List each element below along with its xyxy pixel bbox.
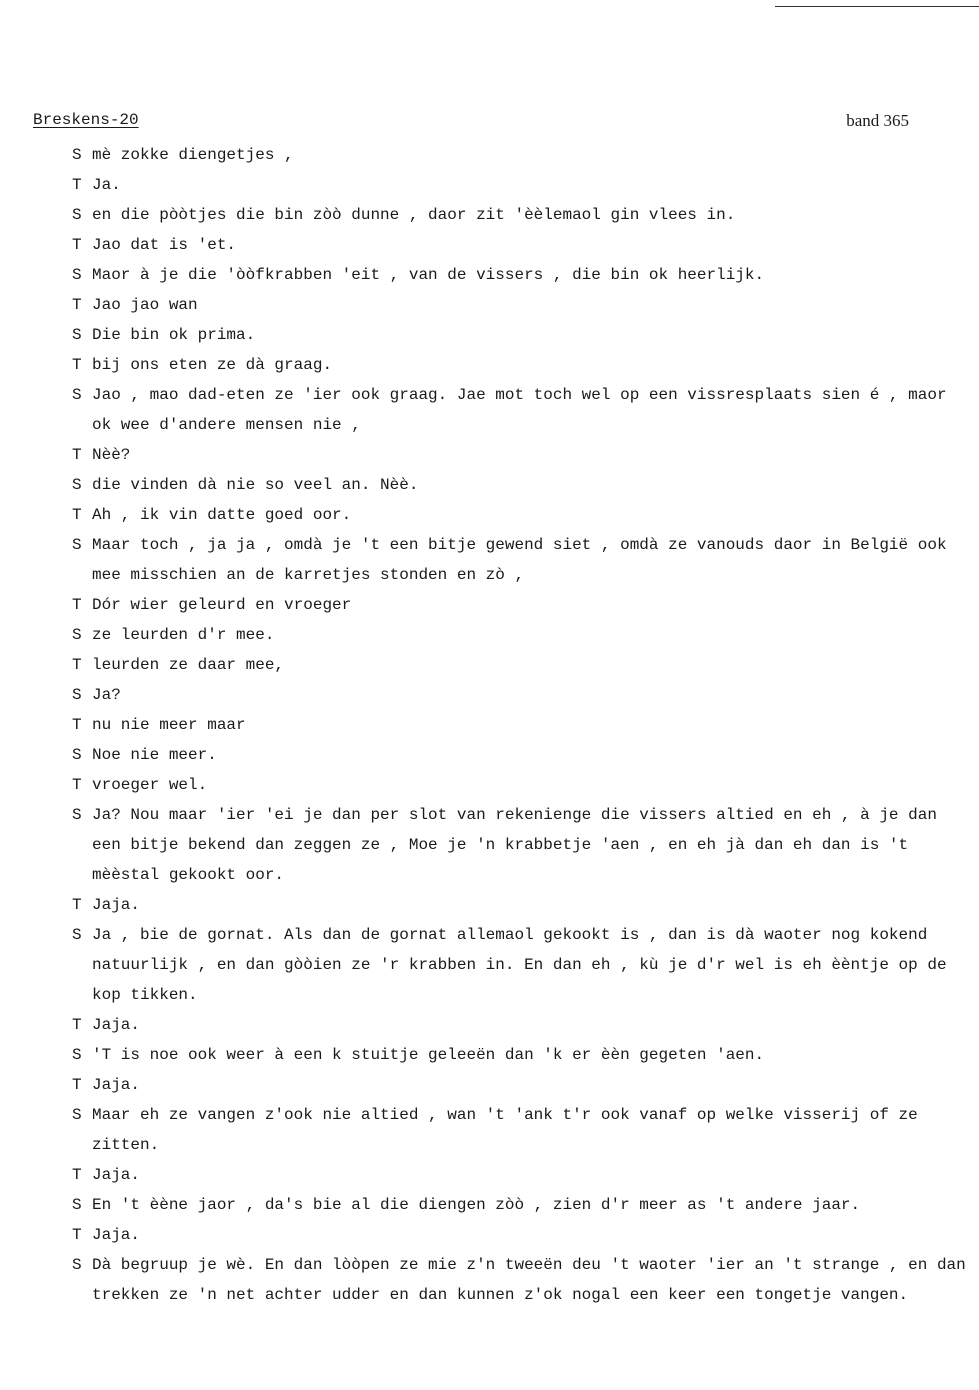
utterance-text: Noe nie meer. (92, 746, 217, 764)
transcript-turn (72, 590, 972, 620)
transcript-turn (72, 470, 972, 500)
utterance-text: En 't èène jaor , da's bie al die diengen zòò , zien d'r meer as 't andere jaar. (92, 1196, 861, 1214)
utterance-text: Jaja. (92, 896, 141, 914)
utterance-text: bij ons eten ze dà graag. (92, 356, 333, 374)
speaker-label: S (72, 626, 82, 644)
utterance-text: 'T is noe ook weer à een k stuitje geleeën dan 'k er èèn gegeten 'aen. (92, 1046, 765, 1064)
transcript-turn (72, 140, 972, 170)
transcript-turn (72, 200, 972, 230)
utterance-text: leurden ze daar mee, (92, 656, 285, 674)
utterance-text: Jaja. (92, 1226, 141, 1244)
transcript-turn (72, 1250, 976, 1310)
transcript-turn (72, 1040, 972, 1070)
utterance-text: ze leurden d'r mee. (92, 626, 275, 644)
utterance-text: Nèè? (92, 446, 131, 464)
document-id: Breskens-20 (33, 111, 139, 129)
speaker-label: T (72, 1076, 82, 1094)
speaker-label: T (72, 776, 82, 794)
speaker-label: S (72, 326, 82, 344)
transcript-turn (72, 530, 972, 590)
speaker-label: S (72, 536, 82, 554)
utterance-text: Maar toch , ja ja , omdà je 't een bitje gewend siet , omdà ze vanouds daor in België ook mee misschien an de karretjes stonden en zò , (92, 536, 957, 584)
speaker-label: S (72, 266, 82, 284)
utterance-text: mè zokke diengetjes , (92, 146, 294, 164)
utterance-text: Jaja. (92, 1076, 141, 1094)
transcript-turn (72, 1010, 972, 1040)
speaker-label: S (72, 746, 82, 764)
transcript-turn (72, 350, 972, 380)
utterance-text: Maor à je die 'òòfkrabben 'eit , van de vissers , die bin ok heerlijk. (92, 266, 765, 284)
speaker-label: S (72, 1196, 82, 1214)
speaker-label: T (72, 356, 82, 374)
transcript-turn (72, 170, 972, 200)
transcript-turn (72, 710, 972, 740)
transcript-turn (72, 620, 972, 650)
band-number: band 365 (846, 111, 909, 130)
utterance-text: Jao dat is 'et. (92, 236, 237, 254)
utterance-text: Ja. (92, 176, 121, 194)
utterance-text: Ah , ik vin datte goed oor. (92, 506, 352, 524)
transcript-turn (72, 1160, 972, 1190)
speaker-label: S (72, 806, 82, 824)
transcript-turn (72, 650, 972, 680)
utterance-text: Maar eh ze vangen z'ook nie altied , wan 't 'ank t'r ook vanaf op welke visserij of ze zitten. (92, 1106, 928, 1154)
speaker-label: T (72, 1226, 82, 1244)
utterance-text: Dór wier geleurd en vroeger (92, 596, 352, 614)
speaker-label: T (72, 236, 82, 254)
transcript (72, 140, 976, 1310)
transcript-turn (72, 1190, 972, 1220)
speaker-label: S (72, 476, 82, 494)
speaker-label: T (72, 296, 82, 314)
utterance-text: nu nie meer maar (92, 716, 246, 734)
transcript-turn (72, 500, 972, 530)
transcript-turn (72, 890, 972, 920)
utterance-text: Jaja. (92, 1166, 141, 1184)
transcript-turn (72, 770, 972, 800)
transcript-turn (72, 680, 972, 710)
speaker-label: T (72, 506, 82, 524)
transcript-turn (72, 230, 972, 260)
speaker-label: S (72, 1256, 82, 1274)
speaker-label: T (72, 446, 82, 464)
speaker-label: T (72, 1016, 82, 1034)
speaker-label: T (72, 176, 82, 194)
page-header (33, 111, 913, 135)
speaker-label: T (72, 656, 82, 674)
utterance-text: Ja , bie de gornat. Als dan de gornat allemaol gekookt is , dan is dà waoter nog kokend natuurlijk , en dan gòòien ze 'r krabben in. En dan eh , kù je d'r wel is eh èèntje op de kop tikken. (92, 926, 957, 1004)
transcript-turn (72, 1220, 972, 1250)
utterance-text: die vinden dà nie so veel an. Nèè. (92, 476, 419, 494)
speaker-label: S (72, 926, 82, 944)
speaker-label: T (72, 596, 82, 614)
utterance-text: en die pòòtjes die bin zòò dunne , daor zit 'èèlemaol gin vlees in. (92, 206, 736, 224)
transcript-turn (72, 260, 972, 290)
transcript-turn (72, 1100, 972, 1160)
speaker-label: S (72, 686, 82, 704)
speaker-label: S (72, 1106, 82, 1124)
utterance-text: Jao , mao dad-eten ze 'ier ook graag. Jae mot toch wel op een vissresplaats sien é , maor ok wee d'andere mensen nie , (92, 386, 957, 434)
utterance-text: Ja? (92, 686, 121, 704)
utterance-text: vroeger wel. (92, 776, 208, 794)
utterance-text: Jaja. (92, 1016, 141, 1034)
speaker-label: S (72, 206, 82, 224)
utterance-text: Jao jao wan (92, 296, 198, 314)
speaker-label: T (72, 896, 82, 914)
speaker-label: T (72, 716, 82, 734)
speaker-label: S (72, 386, 82, 404)
utterance-text: Dà begruup je wè. En dan lòòpen ze mie z'n tweeën deu 't waoter 'ier an 't strange , en dan trekken ze 'n net achter udder en dan kunnen z'ok nogal een keer een tongetje vangen. (92, 1256, 976, 1304)
utterance-text: Ja? Nou maar 'ier 'ei je dan per slot van rekenienge die vissers altied en eh , à je dan een bitje bekend dan zeggen ze , Moe je 'n krabbetje 'aen , en eh jà dan eh dan is 't mèèstal gekookt oor. (92, 806, 947, 884)
speaker-label: T (72, 1166, 82, 1184)
utterance-text: Die bin ok prima. (92, 326, 256, 344)
transcript-turn (72, 740, 972, 770)
top-rule (775, 6, 979, 7)
transcript-turn (72, 290, 972, 320)
transcript-turn (72, 440, 972, 470)
transcript-turn (72, 380, 972, 440)
transcript-turn (72, 800, 972, 890)
transcript-turn (72, 920, 972, 1010)
speaker-label: S (72, 1046, 82, 1064)
transcript-turn (72, 1070, 972, 1100)
transcript-turn (72, 320, 972, 350)
speaker-label: S (72, 146, 82, 164)
